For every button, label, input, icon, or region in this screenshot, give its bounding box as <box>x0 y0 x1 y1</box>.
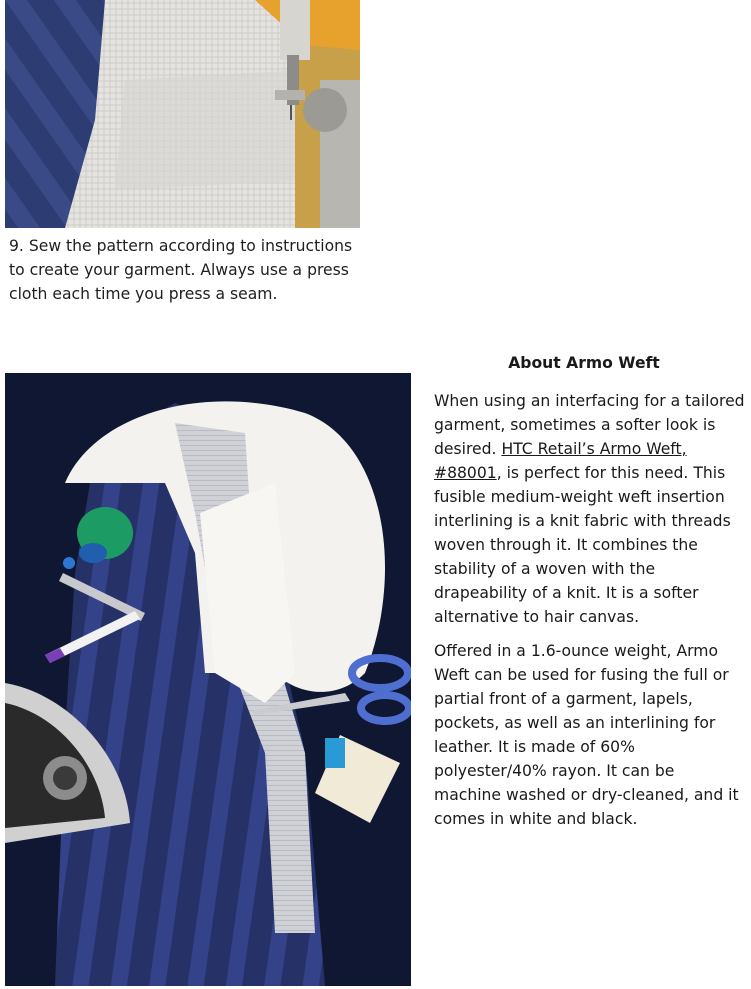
para1-intro: When using an interfacing for a tailored garment, sometimes a softer look is desired. <box>434 392 745 458</box>
about-paragraph-2: Offered in a 1.6-ounce weight, Armo Weft can be used for fusing the full or partial front of a garment, lapels, pockets, as well as an interlining for leather. It is made of 60% polyester/40% rayon. It can be machine washed or dry-cleaned, and it comes in white and black. <box>434 642 739 828</box>
about-article <box>434 389 746 841</box>
about-heading: About Armo Weft <box>508 354 660 372</box>
jacket-interfacing-photo <box>5 373 411 986</box>
about-paragraph-1 <box>434 389 746 629</box>
para1-rest: , is perfect for this need. This fusible medium-weight weft insertion interlining is a knit fabric with threads woven through it. It combines the stability of a woven with the drapeability of a knit. It is a softer alternative to hair canvas. <box>434 464 731 626</box>
sewing-machine-photo <box>5 0 360 228</box>
product-link[interactable]: HTC Retail’s Armo Weft, #88001 <box>434 440 687 482</box>
step-9-caption: 9. Sew the pattern according to instructions to create your garment. Always use a press cloth each time you press a seam. <box>9 237 353 303</box>
